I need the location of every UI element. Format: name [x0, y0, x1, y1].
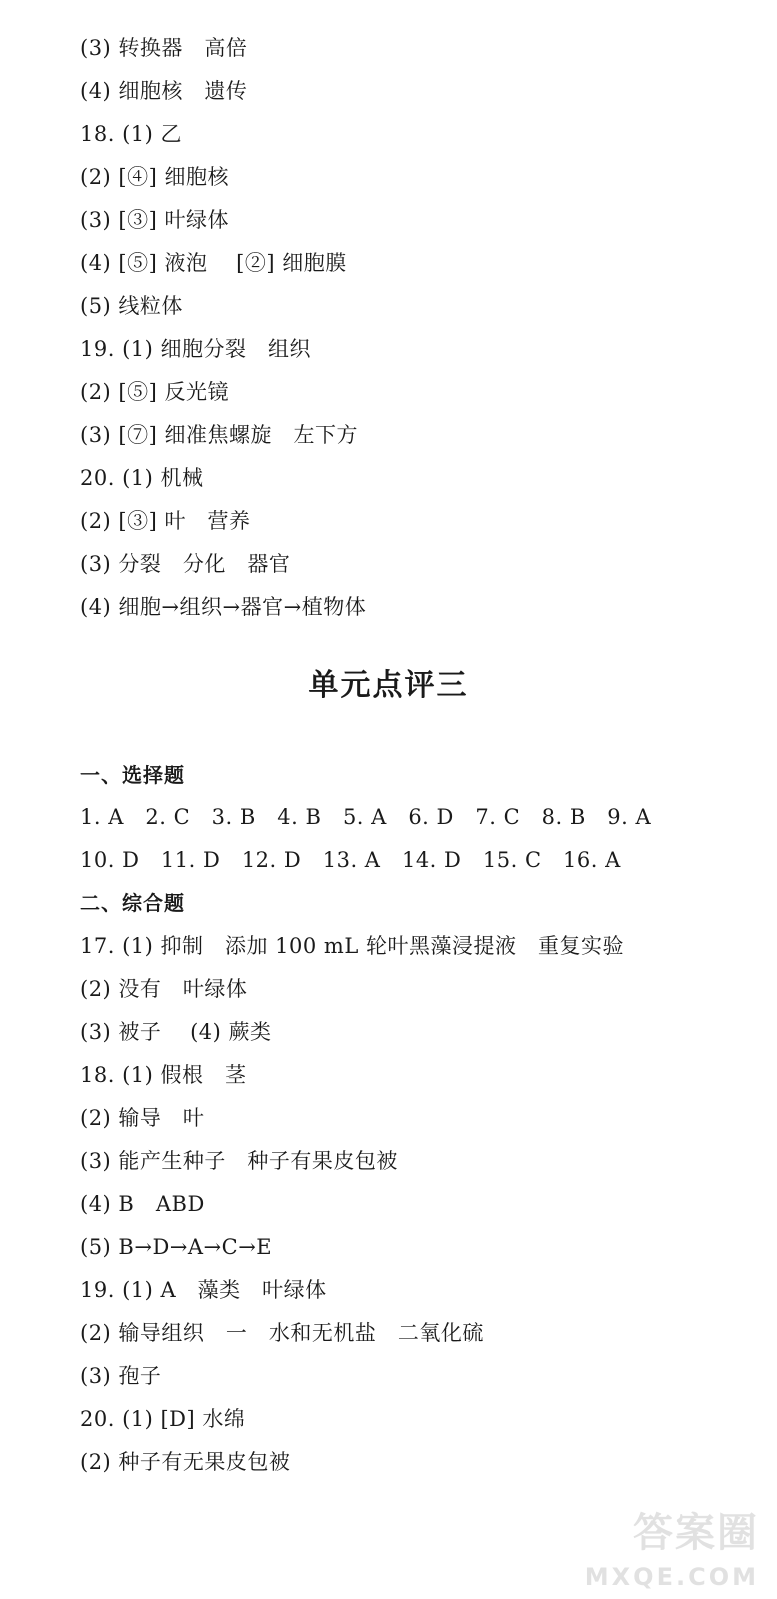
answer-line: (3) [③] 叶绿体: [80, 208, 229, 232]
section-heading-comprehensive: 二、综合题: [80, 891, 185, 915]
answer-line: 19. (1) A 藻类 叶绿体: [80, 1278, 327, 1302]
answer-line: 19. (1) 细胞分裂 组织: [80, 337, 311, 361]
answer-line: 20. (1) 机械: [80, 466, 204, 490]
watermark-logo-text: 答案圈: [633, 1510, 759, 1556]
watermark-logo: [559, 1511, 759, 1591]
watermark-url-text: MXQE.COM: [584, 1563, 759, 1591]
section-heading-choice: 一、选择题: [80, 763, 185, 787]
choice-answers-row: 10. D 11. D 12. D 13. A 14. D 15. C 16. A: [80, 848, 621, 872]
answer-line: (5) B→D→A→C→E: [80, 1235, 273, 1259]
answer-line: (2) 输导 叶: [80, 1106, 205, 1130]
answer-line: 18. (1) 假根 茎: [80, 1063, 247, 1087]
answer-line: (2) [④] 细胞核: [80, 165, 229, 189]
answer-line: (2) 种子有无果皮包被: [80, 1450, 291, 1474]
unit-title: 单元点评三: [308, 668, 469, 703]
answer-line: 18. (1) 乙: [80, 122, 182, 146]
answer-line: (4) B ABD: [80, 1192, 205, 1216]
answer-line: (3) 分裂 分化 器官: [80, 552, 291, 576]
answer-line: (5) 线粒体: [80, 294, 183, 318]
answer-line: (3) 被子 (4) 蕨类: [80, 1020, 272, 1044]
answer-line: (3) 孢子: [80, 1364, 162, 1388]
answer-line: (3) 转换器 高倍: [80, 36, 248, 60]
answer-line: (4) 细胞核 遗传: [80, 79, 248, 103]
answer-line: (2) [⑤] 反光镜: [80, 380, 229, 404]
answer-line: (3) [⑦] 细准焦螺旋 左下方: [80, 423, 358, 447]
answer-line: (4) 细胞→组织→器官→植物体: [80, 595, 367, 619]
answer-line: (2) 输导组织 一 水和无机盐 二氧化硫: [80, 1321, 484, 1345]
answer-line: (4) [⑤] 液泡 [②] 细胞膜: [80, 251, 347, 275]
choice-answers-row: 1. A 2. C 3. B 4. B 5. A 6. D 7. C 8. B 9. A: [80, 805, 652, 829]
answer-line: 17. (1) 抑制 添加 100 mL 轮叶黑藻浸提液 重复实验: [80, 934, 624, 958]
answer-line: 20. (1) [D] 水绵: [80, 1407, 246, 1431]
answer-line: (3) 能产生种子 种子有果皮包被: [80, 1149, 398, 1173]
answer-line: (2) 没有 叶绿体: [80, 977, 248, 1001]
answer-line: (2) [③] 叶 营养: [80, 509, 251, 533]
